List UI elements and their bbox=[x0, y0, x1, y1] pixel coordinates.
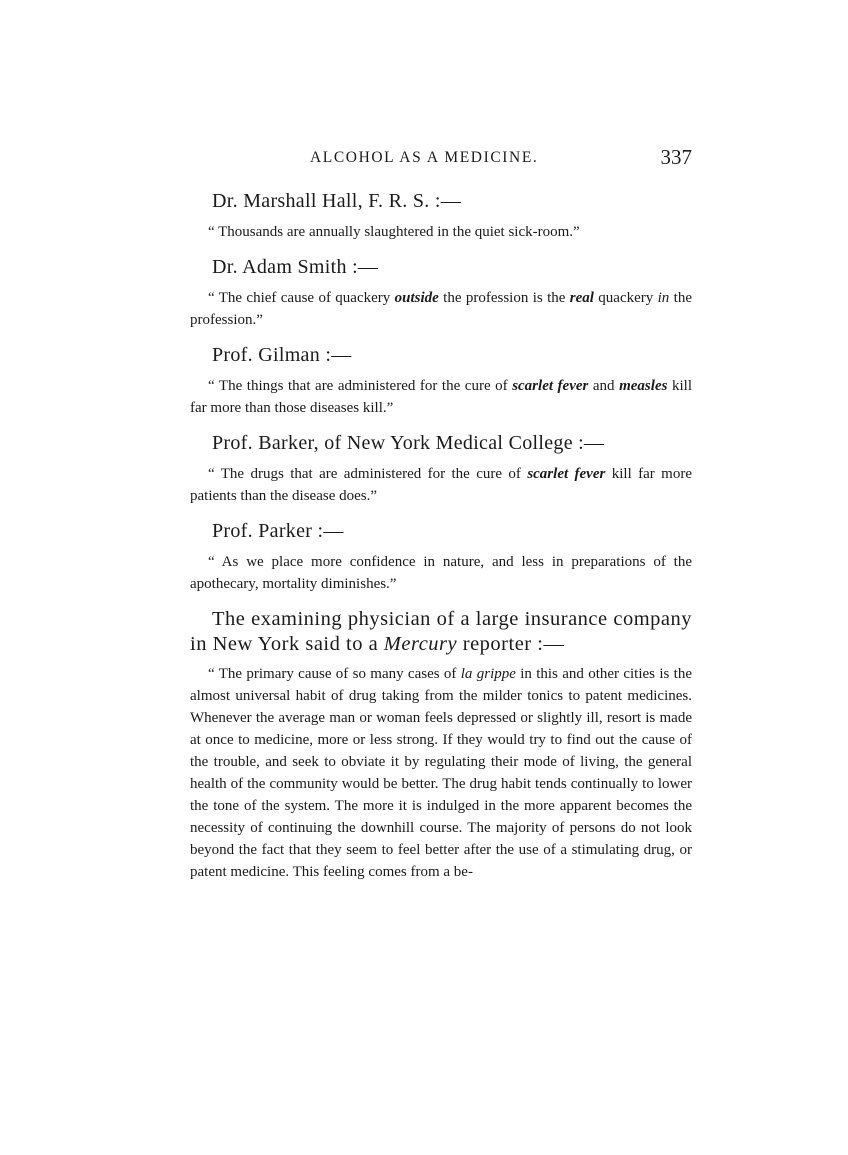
quotation: “ As we place more confidence in nature, and less in preparations of the apothecary, mortality diminishes.” bbox=[190, 554, 692, 592]
lead-text: The examining physician of a large insurance company in New York said to a bbox=[190, 608, 692, 655]
quote-text: the profession is the bbox=[438, 290, 570, 306]
quotation: “ Thousands are annually slaughtered in the quiet sick-room.” bbox=[208, 224, 580, 240]
running-head bbox=[190, 145, 692, 175]
quote-text: “ The things that are administered for the cure of bbox=[208, 378, 513, 394]
emphasis-text: scarlet fever bbox=[512, 378, 589, 394]
emphasis-text: in bbox=[657, 290, 670, 306]
quote-text: the profession.” bbox=[190, 290, 692, 328]
quotation bbox=[190, 463, 692, 507]
quote-text: quackery bbox=[593, 290, 658, 306]
quote-text: “ The drugs that are administered for the cure of bbox=[208, 466, 528, 482]
quote-text: kill far more patients than the disease does.” bbox=[190, 466, 692, 504]
emphasis-text: la grippe bbox=[460, 666, 516, 682]
quote-text: “ The chief cause of quackery bbox=[208, 290, 395, 306]
quote-text: in this and other cities is the almost universal habit of drug taking from the milder tonics to patent medicines. Whenever the average man or woman feels depressed or slightly ill, resort is made at once to medicine, more or less strong. If they would try to find out the cause of the trouble, and seek to obviate it by regulating their mode of living, the general health of the community would be better. The drug habit tends continually to lower the tone of the system. The more it is indulged in the more apparent becomes the necessity of continuing the downhill course. The majority of persons do not look beyond the fact that they seem to feel better after the use of a stimulating drug, or patent medicine. This feeling comes from a be- bbox=[190, 666, 692, 880]
quote-text: kill far more than those diseases kill.” bbox=[190, 378, 692, 416]
running-title: ALCOHOL AS A MEDICINE. bbox=[310, 149, 539, 166]
speaker-heading: Prof. Barker, of New York Medical College :— bbox=[212, 432, 605, 454]
quote-text: “ The primary cause of so many cases of bbox=[208, 666, 461, 682]
quote-text: and bbox=[588, 378, 620, 394]
page-number: 337 bbox=[660, 145, 692, 169]
quotation bbox=[190, 287, 692, 331]
speaker-heading: Dr. Marshall Hall, F. R. S. :— bbox=[212, 190, 462, 212]
lead-paragraph bbox=[190, 607, 692, 657]
emphasis-text: real bbox=[569, 290, 594, 306]
emphasis-text: scarlet fever bbox=[527, 466, 606, 482]
long-quotation bbox=[190, 663, 692, 883]
speaker-heading: Prof. Gilman :— bbox=[212, 344, 352, 366]
book-page bbox=[190, 145, 692, 883]
emphasis-text: outside bbox=[394, 290, 439, 306]
emphasis-text: Mercury bbox=[383, 633, 458, 655]
speaker-heading: Dr. Adam Smith :— bbox=[212, 256, 379, 278]
quotation bbox=[190, 375, 692, 419]
speaker-heading: Prof. Parker :— bbox=[212, 520, 344, 542]
emphasis-text: measles bbox=[619, 378, 668, 394]
lead-text: reporter :— bbox=[457, 633, 565, 655]
